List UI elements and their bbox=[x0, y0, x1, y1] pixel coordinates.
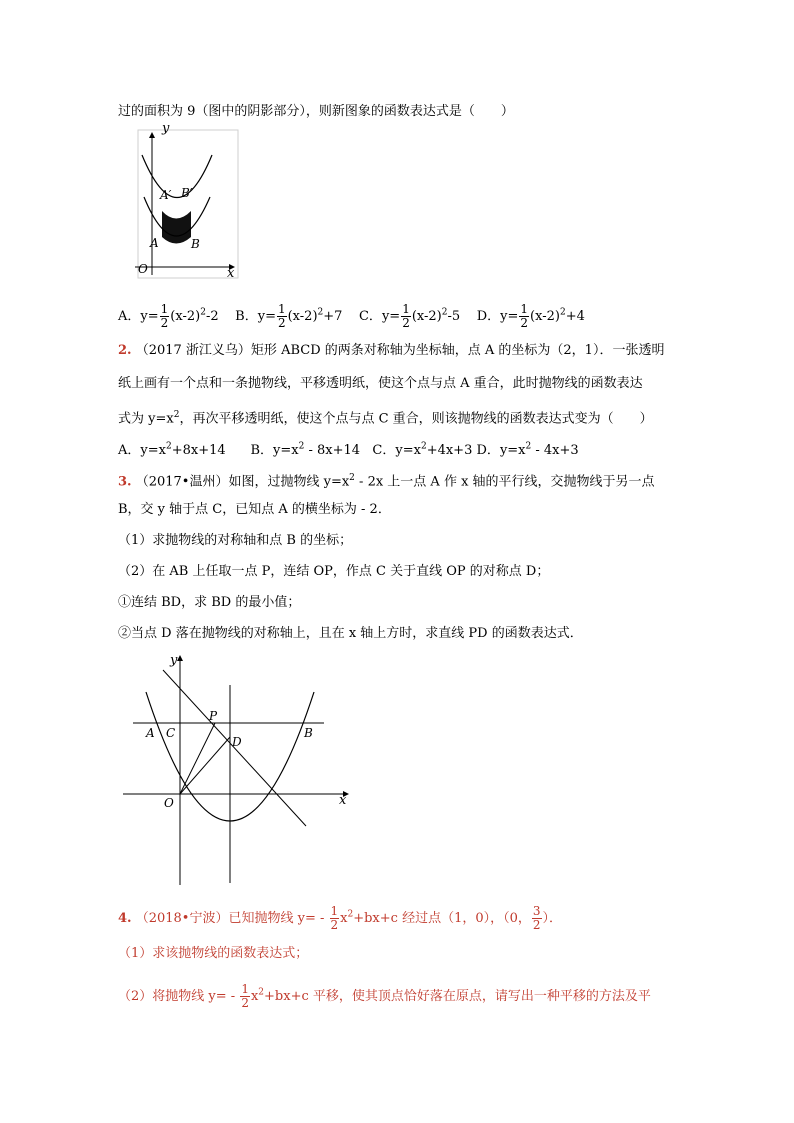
segment-od bbox=[180, 737, 230, 794]
q1-option-a[interactable]: A．y= $\frac{1}{2}$ $(x-2)^2-2$ bbox=[118, 302, 219, 330]
q3-line2: B，交 y 轴于点 C，已知点 A 的横坐标为 - 2． bbox=[118, 502, 391, 517]
fig1-aprime-label: A′ bbox=[160, 188, 172, 202]
fig2-p-label: P bbox=[209, 709, 218, 723]
q4-line1: 4. （2018•宁波）已知抛物线 y= - $\frac{1}{2}$ $x^2+bx+c$ 经过点（1，0），（0， $\frac{3}{2}$ ）． bbox=[118, 904, 563, 932]
shaded-region bbox=[161, 207, 191, 244]
fig1-y-label: y bbox=[162, 125, 170, 136]
q2-line2: 纸上画有一个点和一条抛物线，平移透明纸，使这个点与点 A 重合，此时抛物线的函数表达 bbox=[118, 376, 643, 391]
fig2-d-label: D bbox=[232, 735, 242, 749]
q2-options bbox=[118, 438, 579, 460]
q3-number: 3. bbox=[118, 474, 132, 490]
segment-op bbox=[180, 723, 215, 794]
fig2-origin-label: O bbox=[164, 796, 174, 810]
q2-option-d[interactable]: D．$y=x^2 - 4x+3$ bbox=[476, 442, 579, 459]
fig1-a-label: A bbox=[150, 236, 159, 250]
q2-option-c[interactable]: C．$y=x^2+4x+3$ bbox=[372, 442, 473, 459]
q2-option-a[interactable]: A．$y=x^2+8x+14$ bbox=[118, 442, 226, 459]
q3-line1: 3. （2017•温州）如图，过抛物线 $y=x^2 - 2x$ 上一点 A 作 x 轴的平行线，交抛物线于另一点 bbox=[118, 473, 655, 490]
q3-part2: （2）在 AB 上任取一点 P，连结 OP，作点 C 关于直线 OP 的对称点 D； bbox=[118, 564, 550, 579]
q1-intro: 过的面积为 9（图中的阴影部分），则新图象的函数表达式是（ ） bbox=[118, 104, 514, 119]
fig1-b-label: B bbox=[191, 237, 200, 251]
q4-number: 4. bbox=[118, 911, 132, 926]
figure-frame bbox=[138, 130, 238, 278]
q3-sub2: ②当点 D 落在抛物线的对称轴上，且在 x 轴上方时，求直线 PD 的函数表达式． bbox=[118, 626, 583, 641]
q1-option-b[interactable]: B．y= $\frac{1}{2}$ $(x-2)^2+7$ bbox=[235, 302, 343, 330]
q3-part1: （1）求抛物线的对称轴和点 B 的坐标； bbox=[118, 533, 353, 548]
q3-sub1: ①连结 BD，求 BD 的最小值； bbox=[118, 595, 301, 610]
fig1-bprime-label: B′ bbox=[181, 186, 193, 200]
q4-part1: （1）求该抛物线的函数表达式； bbox=[118, 946, 309, 961]
q2-option-b[interactable]: B．$y=x^2 - 8x+14$ bbox=[250, 442, 361, 459]
fig1-x-label: x bbox=[227, 266, 235, 281]
q1-options bbox=[118, 303, 585, 330]
q2-line1: 2. （2017 浙江义乌）矩形 ABCD 的两条对称轴为坐标轴，点 A 的坐标为（2，1）．一张透明 bbox=[118, 343, 665, 358]
q2-line3: 式为 $y=x^2$，再次平移透明纸，使这个点与点 C 重合，则该抛物线的函数表达式变为（ ） bbox=[118, 410, 653, 427]
fig2-b-label: B bbox=[304, 726, 313, 740]
fig2-x-label: x bbox=[339, 793, 347, 808]
q1-option-c[interactable]: C．y= $\frac{1}{2}$ $(x-2)^2-5$ bbox=[358, 302, 461, 330]
fig2-y-label: y bbox=[170, 653, 178, 668]
fig1-origin-label: O bbox=[138, 262, 148, 276]
q2-number: 2. bbox=[118, 343, 132, 358]
q1-option-d[interactable]: D．y= $\frac{1}{2}$ $(x-2)^2+4$ bbox=[476, 302, 585, 330]
fig2-c-label: C bbox=[166, 726, 176, 740]
q1-figure bbox=[130, 125, 242, 283]
fig2-a-label: A bbox=[146, 726, 155, 740]
q4-part2: （2）将抛物线 y= - $\frac{1}{2}$ $x^2+bx+c$ 平移，使其顶点恰好落在原点，请写出一种平移的方法及平 bbox=[118, 982, 651, 1010]
q3-figure bbox=[118, 650, 358, 890]
